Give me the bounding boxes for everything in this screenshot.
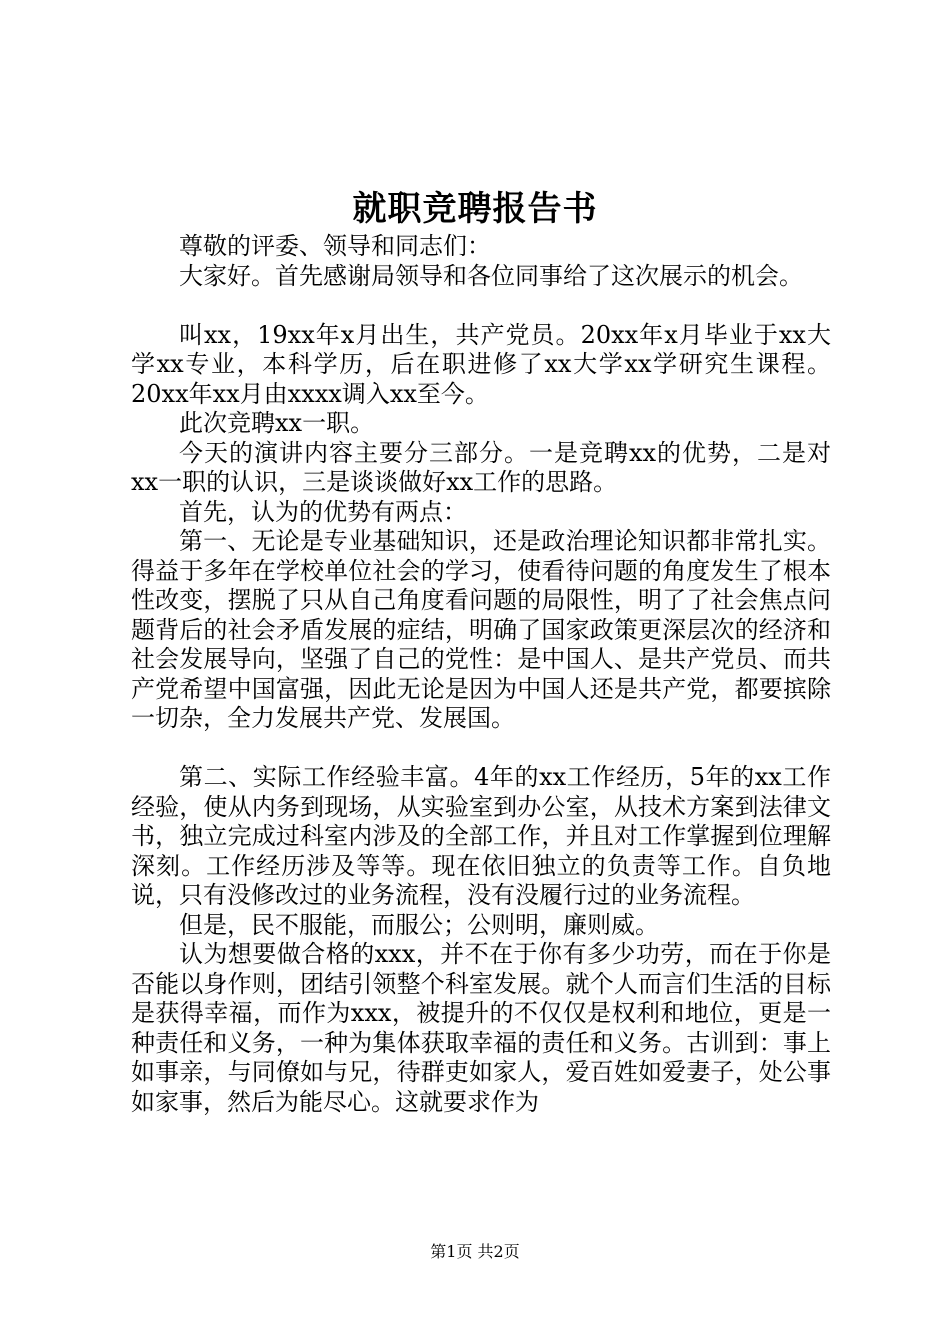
self-intro-paragraph: 叫xx，19xx年x月出生，共产党员。20xx年x月毕业于xx大学xx专业，本科学历，后在职进修了xx大学xx学研究生课程。20xx年xx月由xxxx调入xx至今。 [131, 320, 831, 408]
advantage-two-paragraph: 第二、实际工作经验丰富。4年的xx工作经历，5年的xx工作经验，使从内务到现场，从实验室到办公室，从技术方案到法律文书，独立完成过科室内涉及的全部工作，并且对工作掌握到位理解深刻。工作经历涉及等等。现在依旧独立的负责等工作。自负地说，只有没修改过的业务流程，没有没履行过的业务流程。 [131, 763, 831, 909]
position-paragraph: 此次竞聘xx一职。 [179, 409, 375, 437]
principle-paragraph: 但是，民不服能，而服公；公则明，廉则威。 [179, 910, 659, 939]
salutation-paragraph: 尊敬的评委、领导和同志们： [179, 232, 491, 260]
advantage-one-paragraph: 第一、无论是专业基础知识，还是政治理论知识都非常扎实。得益于多年在学校单位社会的学习，使看待问题的角度发生了根本性改变，摆脱了只从自己角度看问题的局限性，明了了社会焦点问题背后的社会矛盾发展的症结，明确了国家政策更深层次的经济和社会发展导向，坚强了自己的党性：是中国人、是共产党员、而共产党希望中国富强，因此无论是因为中国人还是共产党，都要摈除一切杂，全力发展共产党、发展国。 [131, 527, 831, 732]
document-title: 就职竞聘报告书 [352, 189, 598, 229]
outline-paragraph: 今天的演讲内容主要分三部分。一是竞聘xx的优势，二是对xx一职的认识，三是谈谈做好xx工作的思路。 [131, 438, 831, 496]
responsibility-paragraph: 认为想要做合格的xxx，并不在于你有多少功劳，而在于你是否能以身作则，团结引领整个科室发展。就个人而言们生活的目标是获得幸福，而作为xxx，被提升的不仅仅是权利和地位，更是一种责任和义务，一种为集体获取幸福的责任和义务。古训到：事上如事亲，与同僚如与兄，待群吏如家人，爱百姓如爱妻子，处公事如家事，然后为能尽心。这就要求作为 [131, 940, 831, 1116]
greeting-paragraph: 大家好。首先感谢局领导和各位同事给了这次展示的机会。 [179, 261, 803, 290]
page-number-footer: 第1页 共2页 [430, 1242, 520, 1261]
advantages-intro-paragraph: 首先，认为的优势有两点： [179, 497, 467, 526]
document-body [131, 232, 831, 1117]
